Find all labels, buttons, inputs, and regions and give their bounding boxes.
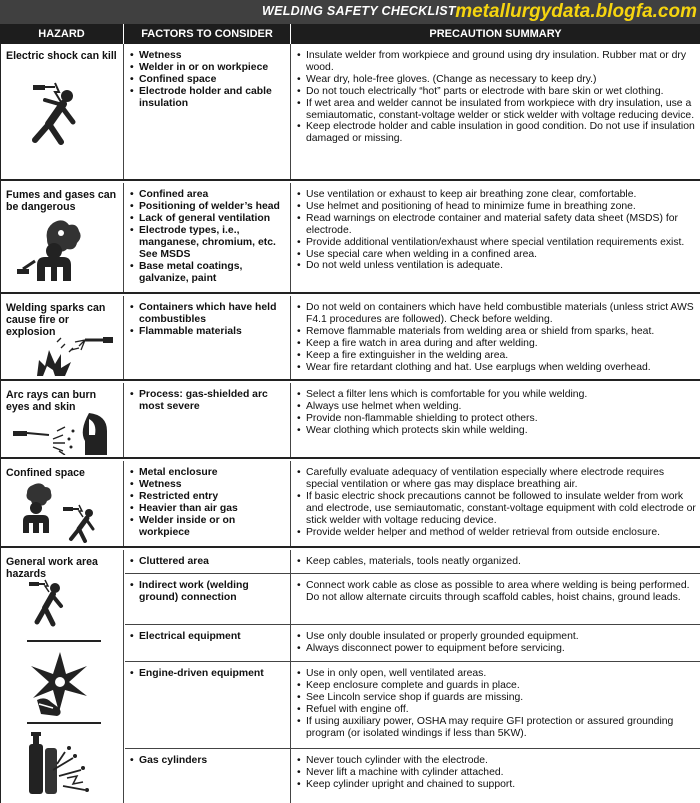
hazard-cell [1,550,124,803]
gas-cylinder-icon [23,730,95,800]
column-header-precautions: PRECAUTION SUMMARY [291,24,700,44]
factor-item: • Containers which have held combustibles [129,302,287,326]
factors-cell [125,44,291,179]
factors-cell [125,183,291,292]
precaution-item: • Use special care when welding in a confined area. [297,249,696,261]
moving-parts-icon [25,646,95,716]
sub-row-gas-cylinders [125,748,700,803]
watermark: metallurgydata.blogfa.com [455,1,697,22]
hazard-name: General work area hazards [6,556,98,580]
factor-item: • Lack of general ventilation [129,213,287,225]
precaution-item: • Keep electrode holder and cable insulation in good condition. Do not use if insulation damaged or missing. [297,121,696,145]
factor-item: • Restricted entry [129,491,287,503]
factors-cell [125,383,291,457]
precautions-cell [292,183,700,292]
precaution-item: • Never touch cylinder with the electrode. [297,755,696,767]
factor-item: • Welder inside or on workpiece [129,515,287,539]
precautions-cell [292,574,700,624]
factor-item: • Electrode types, i.e., manganese, chromium, etc. See MSDS [129,225,287,261]
table-row-electric-shock [1,44,700,181]
factor-item: • Gas cylinders [129,755,287,767]
precaution-item: • Read warnings on electrode container and material safety data sheet (MSDS) for electrode. [297,213,696,237]
precaution-item: • Provide welder helper and method of welder retrieval from outside enclosure. [297,527,696,539]
factor-item: • Flammable materials [129,326,287,338]
precaution-item: • Always use helmet when welding. [297,401,696,413]
precaution-item: • Wear fire retardant clothing and hat. Use earplugs when welding overhead. [297,362,696,374]
factors-cell [125,461,291,546]
precaution-item: • See Lincoln service shop if guards are missing. [297,692,696,704]
precaution-item: • Wear clothing which protects skin while welding. [297,425,696,437]
precaution-item: • Use in only open, well ventilated areas. [297,668,696,680]
precaution-item: • Remove flammable materials from welding area or shield from sparks, heat. [297,326,696,338]
precaution-item: • Wear dry, hole-free gloves. (Change as necessary to keep dry.) [297,74,696,86]
factors-cell [125,550,291,573]
precautions-cell [292,662,700,748]
precaution-item: • Always disconnect power to equipment before servicing. [297,643,696,655]
precaution-item: • Carefully evaluate adequacy of ventilation especially where electrode requires special ventilation or where gas may displace breathing air. [297,467,696,491]
factor-item: • Metal enclosure [129,467,287,479]
precaution-item: • Insulate welder from workpiece and ground using dry insulation. Rubber mat or dry wood. [297,50,696,74]
precaution-item: • Keep a fire extinguisher in the welding area. [297,350,696,362]
factor-item: • Welder in or on workpiece [129,62,287,74]
table-row-fumes [1,183,700,294]
factor-item: • Cluttered area [129,556,287,568]
hazard-name: Arc rays can burn eyes and skin [6,389,97,413]
precaution-item: • If basic electric shock precautions cannot be followed to insulate welder from work and electrode, use semiautomatic, constant-voltage equipment with cold electrode or stick welder with voltage reducing device. [297,491,696,527]
column-header-hazard: HAZARD [0,24,123,44]
factor-item: • Heavier than air gas [129,503,287,515]
title-bar [0,0,700,24]
sub-row-indirect-work [125,573,700,624]
table-row-confined-space [1,461,700,548]
precautions-cell [292,625,700,661]
factors-cell [125,625,291,661]
column-header-factors: FACTORS TO CONSIDER [124,24,290,44]
explosion-icon [31,336,113,378]
hazard-name: Welding sparks can cause fire or explosion [6,302,106,338]
table-row-general-work-area [1,550,700,803]
factor-item: • Confined area [129,189,287,201]
precaution-item: • Refuel with engine off. [297,704,696,716]
precaution-item: • Provide additional ventilation/exhaust where special ventilation requirements exist. [297,237,696,249]
page-title: WELDING SAFETY CHECKLIST [262,4,456,18]
precaution-item: • Keep enclosure complete and guards in place. [297,680,696,692]
precautions-cell [292,44,700,179]
precaution-item: • Never lift a machine with cylinder attached. [297,767,696,779]
factor-item: • Electrode holder and cable insulation [129,86,287,110]
hazard-cell [1,44,124,179]
precautions-cell [292,296,700,379]
factor-item: • Base metal coatings, galvanize, paint [129,261,287,285]
hazard-cell [1,461,124,546]
hazard-cell [1,183,124,292]
icon-divider [27,640,101,642]
precaution-item: • Use only double insulated or properly grounded equipment. [297,631,696,643]
table-row-arc-rays [1,383,700,459]
precautions-cell [292,550,700,573]
hazard-name: Electric shock can kill [6,50,117,62]
factors-cell [125,574,291,624]
hazard-cell [1,296,124,379]
precaution-item: • Keep cylinder upright and chained to support. [297,779,696,791]
precaution-item: • Keep cables, materials, tools neatly organized. [297,556,696,568]
precautions-cell [292,461,700,546]
sub-row-engine-driven-equipment [125,661,700,748]
factor-item: • Wetness [129,50,287,62]
precaution-item: • If using auxiliary power, OSHA may require GFI protection or assured grounding program (or isolated windings if less than 5KW). [297,716,696,740]
fumes-icon [15,219,95,285]
precaution-item: • Do not weld unless ventilation is adequate. [297,260,696,272]
precaution-item: • Use ventilation or exhaust to keep air breathing zone clear, comfortable. [297,189,696,201]
factors-cell [125,749,291,803]
factors-cell [125,296,291,379]
precautions-cell [292,383,700,457]
confined-space-icon [9,483,109,543]
factor-item: • Electrical equipment [129,631,287,643]
factor-item: • Engine-driven equipment [129,668,287,680]
factor-item: • Confined space [129,74,287,86]
factor-item: • Process: gas-shielded arc most severe [129,389,287,413]
arc-rays-icon [13,411,113,455]
factor-item: • Positioning of welder’s head [129,201,287,213]
electric-shock-icon [27,578,87,628]
precaution-item: • Select a filter lens which is comfortable for you while welding. [297,389,696,401]
precautions-cell [292,749,700,803]
factor-item: • Wetness [129,479,287,491]
hazard-name: Fumes and gases can be dangerous [6,189,117,213]
safety-table [0,44,700,803]
factors-cell [125,662,291,748]
precaution-item: • Provide non-flammable shielding to protect others. [297,413,696,425]
table-row-sparks [1,296,700,381]
sub-row-cluttered-area [125,550,700,573]
hazard-name: Confined space [6,467,85,479]
icon-divider [27,722,101,724]
electric-shock-icon [15,82,95,154]
precaution-item: • Keep a fire watch in area during and after welding. [297,338,696,350]
precaution-item: • Do not touch electrically “hot” parts or electrode with bare skin or wet clothing. [297,86,696,98]
hazard-cell [1,383,124,457]
precaution-item: • Use helmet and positioning of head to minimize fume in breathing zone. [297,201,696,213]
precaution-item: • If wet area and welder cannot be insulated from workpiece with dry insulation, use a semiautomatic, constant-voltage welder or stick welder with voltage reducing device. [297,98,696,122]
precaution-item: • Do not weld on containers which have held combustible materials (unless strict AWS F4.1 procedures are followed). Check before welding. [297,302,696,326]
precaution-item: • Connect work cable as close as possible to area where welding is being performed. Do not allow alternate circuits through scaffold cables, hoist chains, ground leads. [297,580,696,604]
sub-row-electrical-equipment [125,624,700,661]
factor-item: • Indirect work (welding ground) connection [129,580,287,604]
